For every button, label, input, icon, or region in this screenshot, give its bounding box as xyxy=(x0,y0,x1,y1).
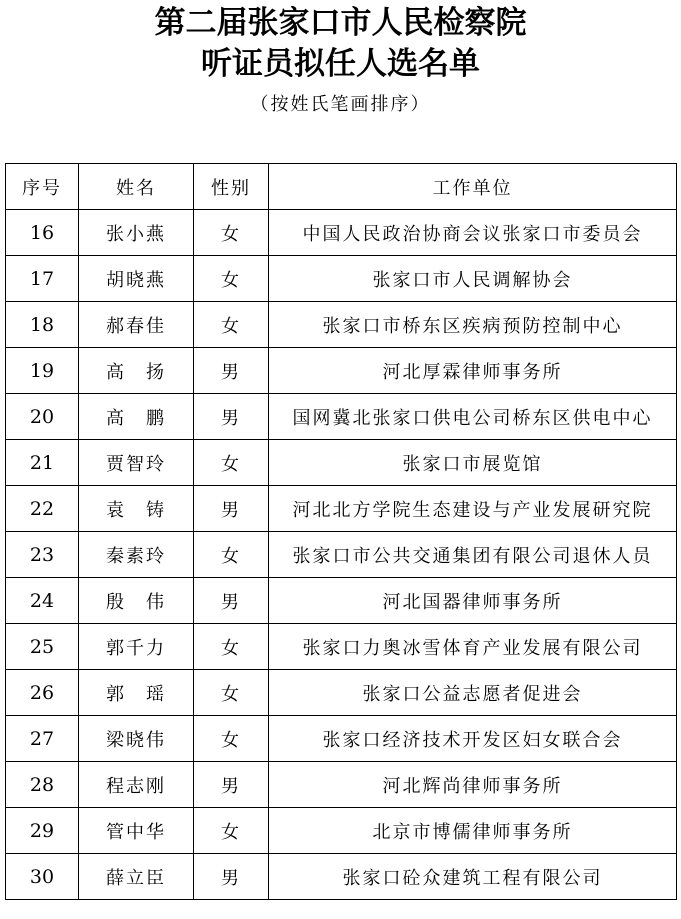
row-number: 19 xyxy=(6,348,79,394)
row-name: 程志刚 xyxy=(79,762,194,808)
row-gender: 男 xyxy=(194,854,269,900)
header-name: 姓名 xyxy=(79,164,194,210)
row-number: 24 xyxy=(6,578,79,624)
table-row xyxy=(6,624,677,670)
row-name: 秦素玲 xyxy=(79,532,194,578)
table-row xyxy=(6,808,677,854)
table-row xyxy=(6,762,677,808)
row-number: 22 xyxy=(6,486,79,532)
table-row xyxy=(6,578,677,624)
row-number: 18 xyxy=(6,302,79,348)
row-name: 殷 伟 xyxy=(79,578,194,624)
row-name: 郝春佳 xyxy=(79,302,194,348)
table-row xyxy=(6,716,677,762)
table-row xyxy=(6,394,677,440)
row-number: 25 xyxy=(6,624,79,670)
row-work-unit: 张家口市展览馆 xyxy=(269,440,677,486)
row-name: 郭千力 xyxy=(79,624,194,670)
row-work-unit: 张家口市人民调解协会 xyxy=(269,256,677,302)
row-gender: 男 xyxy=(194,578,269,624)
row-work-unit: 河北辉尚律师事务所 xyxy=(269,762,677,808)
row-number: 26 xyxy=(6,670,79,716)
table-row xyxy=(6,532,677,578)
table-row xyxy=(6,440,677,486)
row-number: 29 xyxy=(6,808,79,854)
row-gender: 女 xyxy=(194,210,269,256)
row-name: 高 鹏 xyxy=(79,394,194,440)
row-number: 16 xyxy=(6,210,79,256)
row-gender: 女 xyxy=(194,808,269,854)
header-gender: 性别 xyxy=(194,164,269,210)
row-work-unit: 河北厚霖律师事务所 xyxy=(269,348,677,394)
header-number: 序号 xyxy=(6,164,79,210)
row-gender: 男 xyxy=(194,394,269,440)
row-name: 梁晓伟 xyxy=(79,716,194,762)
row-name: 高 扬 xyxy=(79,348,194,394)
row-work-unit: 张家口经济技术开发区妇女联合会 xyxy=(269,716,677,762)
document-subtitle: （按姓氏笔画排序） xyxy=(250,94,431,115)
row-work-unit: 张家口市桥东区疾病预防控制中心 xyxy=(269,302,677,348)
document-title-line-2: 听证员拟任人选名单 xyxy=(201,46,480,82)
row-number: 30 xyxy=(6,854,79,900)
row-number: 20 xyxy=(6,394,79,440)
row-work-unit: 张家口公益志愿者促进会 xyxy=(269,670,677,716)
row-work-unit: 张家口力奥冰雪体育产业发展有限公司 xyxy=(269,624,677,670)
table-row xyxy=(6,670,677,716)
table-header-row xyxy=(6,164,677,210)
row-gender: 女 xyxy=(194,532,269,578)
row-work-unit: 国网冀北张家口供电公司桥东区供电中心 xyxy=(269,394,677,440)
row-gender: 女 xyxy=(194,624,269,670)
row-name: 张小燕 xyxy=(79,210,194,256)
row-number: 23 xyxy=(6,532,79,578)
row-number: 21 xyxy=(6,440,79,486)
row-name: 郭 瑶 xyxy=(79,670,194,716)
row-work-unit: 张家口市公共交通集团有限公司退休人员 xyxy=(269,532,677,578)
row-gender: 男 xyxy=(194,348,269,394)
candidate-table xyxy=(5,163,677,900)
row-gender: 男 xyxy=(194,762,269,808)
row-gender: 女 xyxy=(194,440,269,486)
row-name: 袁 铸 xyxy=(79,486,194,532)
table-row xyxy=(6,210,677,256)
table-row xyxy=(6,302,677,348)
row-work-unit: 张家口砼众建筑工程有限公司 xyxy=(269,854,677,900)
row-work-unit: 北京市博儒律师事务所 xyxy=(269,808,677,854)
table-row xyxy=(6,854,677,900)
row-name: 管中华 xyxy=(79,808,194,854)
table-row xyxy=(6,348,677,394)
document-title-line-1: 第二届张家口市人民检察院 xyxy=(154,5,527,41)
row-name: 胡晓燕 xyxy=(79,256,194,302)
row-gender: 男 xyxy=(194,486,269,532)
row-gender: 女 xyxy=(194,716,269,762)
row-gender: 女 xyxy=(194,256,269,302)
row-work-unit: 中国人民政治协商会议张家口市委员会 xyxy=(269,210,677,256)
header-work-unit: 工作单位 xyxy=(269,164,677,210)
table-row xyxy=(6,486,677,532)
row-gender: 女 xyxy=(194,302,269,348)
row-number: 27 xyxy=(6,716,79,762)
row-gender: 女 xyxy=(194,670,269,716)
row-number: 17 xyxy=(6,256,79,302)
row-name: 贾智玲 xyxy=(79,440,194,486)
row-number: 28 xyxy=(6,762,79,808)
row-name: 薛立臣 xyxy=(79,854,194,900)
row-work-unit: 河北国器律师事务所 xyxy=(269,578,677,624)
row-work-unit: 河北北方学院生态建设与产业发展研究院 xyxy=(269,486,677,532)
table-row xyxy=(6,256,677,302)
